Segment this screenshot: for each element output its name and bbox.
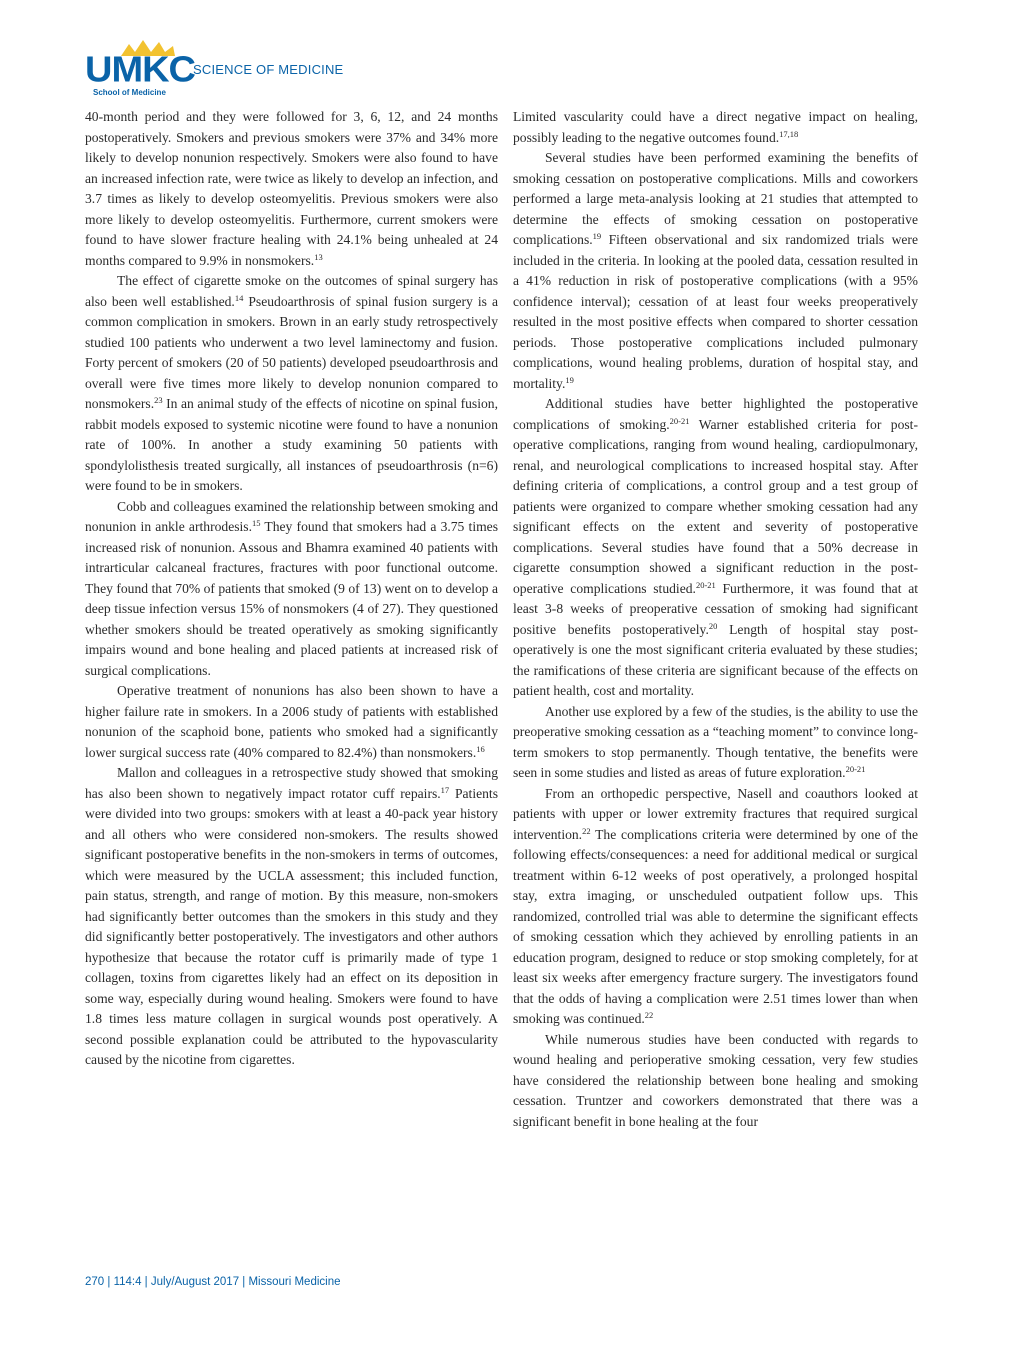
- section-title: SCIENCE OF MEDICINE: [193, 62, 344, 77]
- paragraph: Several studies have been performed examining the benefits of smoking cessation on postoperative complications. Mills and coworkers performed a large meta-analysis looking at 21 studies that attempted to determine the effects of smoking cessation on postoperative complications.$^{19}$ Fifteen observational and six randomized trials were included in the criteria. In looking at the pooled data, cessation resulted in a 41% reduction in risk of postoperative complications (with a 95% confidence interval); cessation of at least four weeks preoperatively resulted in the most positive effects when compared to shorter cessation periods. Those postoperative complications included pulmonary complications, wound healing problems, duration of hospital stay, and mortality.$^{19}$: [513, 150, 918, 391]
- paragraph: 40-month period and they were followed for 3, 6, 12, and 24 months postoperatively. Smokers and previous smokers were 37% and 34% more likely to develop nonunion respectively. Smokers were also found to have an increased infection rate, were twice as likely to develop an infection, and 3.7 times as likely to develop osteomyelitis. Previous smokers were also more likely to develop osteomyelitis. Furthermore, current smokers were found to have slower fracture healing with 24.1% being unhealed at 24 months compared to 9.9% in nonsmokers.$^{13}$: [85, 109, 498, 268]
- paragraph: Additional studies have better highlighted the postoperative complications of smoking.$^{20-21}$ Warner established criteria for post-operative complications, ranging from wound healing, cardiopulmonary, renal, and neurological complications to increased hospital stay. After defining criteria of complications, a control group and a test group of patients were organized to compare whether smoking cessation had any significant effects on the extent and severity of postoperative complications. Several studies have found that a 50% decrease in cigarette consumption showed a significant reduction in the post-operative complications studied.$^{20-21}$ Furthermore, it was found that at least 3-8 weeks of preoperative cessation of smoking had significant positive benefits postoperatively.$^{20}$ Length of hospital stay post-operatively is one the most significant criteria evaluated by these studies; the ramifications of these criteria are significant because of the effects on patient health, cost and mortality.: [513, 396, 919, 698]
- paragraph: Another use explored by a few of the studies, is the ability to use the preoperative smoking cessation as a “teaching moment” to convince long-term smokers to stop permanently. Though tentative, the benefits were seen in some studies and listed as areas of future exploration.$^{20-21}$: [513, 703, 918, 780]
- paragraph: Cobb and colleagues examined the relationship between smoking and nonunion in ankle arthrodesis.$^{15}$ They found that smokers had a 3.75 times increased risk of nonunion. Assous and Bhamra examined 40 patients with intrarticular calcaneal fractures, fractures with poor functional outcome. They found that 70% of patients that smoked (9 of 13) went on to develop a deep tissue infection versus 15% of nonsmokers (4 of 27). They questioned whether smokers should be treated operatively as smoking significantly impairs wound and bone healing and placed patients at increased risk of surgical complications.: [85, 498, 498, 678]
- page-header: [85, 38, 485, 98]
- paragraph: Operative treatment of nonunions has also been shown to have a higher failure rate in smokers. In a 2006 study of patients with established nonunion of the scaphoid bone, patients who smoked had a significantly lower surgical success rate (40% compared to 82.4%) than nonsmokers.$^{16}$: [85, 683, 498, 760]
- left-column: [85, 107, 498, 1071]
- right-column: [513, 107, 918, 1132]
- paragraph: Limited vascularity could have a direct negative impact on healing, possibly leading to the negative outcomes found.$^{17,18}$: [513, 109, 918, 145]
- logo-subtext: School of Medicine: [93, 88, 166, 97]
- paragraph: The effect of cigarette smoke on the outcomes of spinal surgery has also been well established.$^{14}$ Pseudoarthrosis of spinal fusion surgery is a common complication in smokers. Brown in an early study retrospectively studied 100 patients who underwent a two level laminectomy and fusion. Forty percent of smokers (20 of 50 patients) developed pseudoarthrosis and overall were five times more likely to develop nonunion compared to nonsmokers.$^{23}$ In an animal study of the effects of nicotine on spinal fusion, rabbit models exposed to systemic nicotine were found to have a nonunion rate of 100%. In another a study examining 50 patients with spondylolisthesis treated surgically, all instances of pseudoarthrosis (n=6) were found to be in smokers.: [85, 273, 498, 493]
- paragraph: From an orthopedic perspective, Nasell and coauthors looked at patients with upper or lower extremity fractures that required surgical intervention.$^{22}$ The complications criteria were determined by one of the following effects/consequences: a need for additional medical or surgical treatment within 6-12 weeks of post operatively, a prolonged hospital stay, extra imaging, or unscheduled outpatient follow ups. This randomized, controlled trial was able to determine the significant effects of smoking cessation which they achieved by enrolling patients in an education program, designed to reduce or stop smoking completely, for at least six weeks after emergency fracture surgery. The investigators found that the odds of having a complication were 2.51 times lower than when smoking was continued.$^{22}$: [513, 785, 918, 1026]
- page-footer: 270 | 114:4 | July/August 2017 | Missouri Medicine: [85, 1276, 341, 1288]
- paragraph: While numerous studies have been conducted with regards to wound healing and perioperative smoking cessation, very few studies have considered the relationship between bone healing and smoking cessation. Truntzer and coworkers demonstrated that there was a significant benefit in bone healing at the four: [513, 1031, 918, 1129]
- paragraph: Mallon and colleagues in a retrospective study showed that smoking has also been shown to negatively impact rotator cuff repairs.$^{17}$ Patients were divided into two groups: smokers with at least a 40-pack year history and all others who were considered non-smokers. The results showed significant postoperative benefits in the non-smokers in terms of outcomes, which were measured by the UCLA assessment; this included function, pain status, strength, and range of motion. By this measure, non-smokers had significantly better outcomes than the smokers in this study and they did significantly better postoperatively. The investigators and other authors hypothesize that because the rotator cuff is primarily made of type 1 collagen, toxins from cigarettes likely had an effect on its deposition in some way, especially during wound healing. Smokers were found to have 1.8 times less mature collagen in surgical wounds post operatively. A second possible explanation could be attributed to the hypovascularity caused by the nicotine from cigarettes.: [85, 765, 498, 1067]
- logo-wordmark: UMKC: [85, 50, 195, 90]
